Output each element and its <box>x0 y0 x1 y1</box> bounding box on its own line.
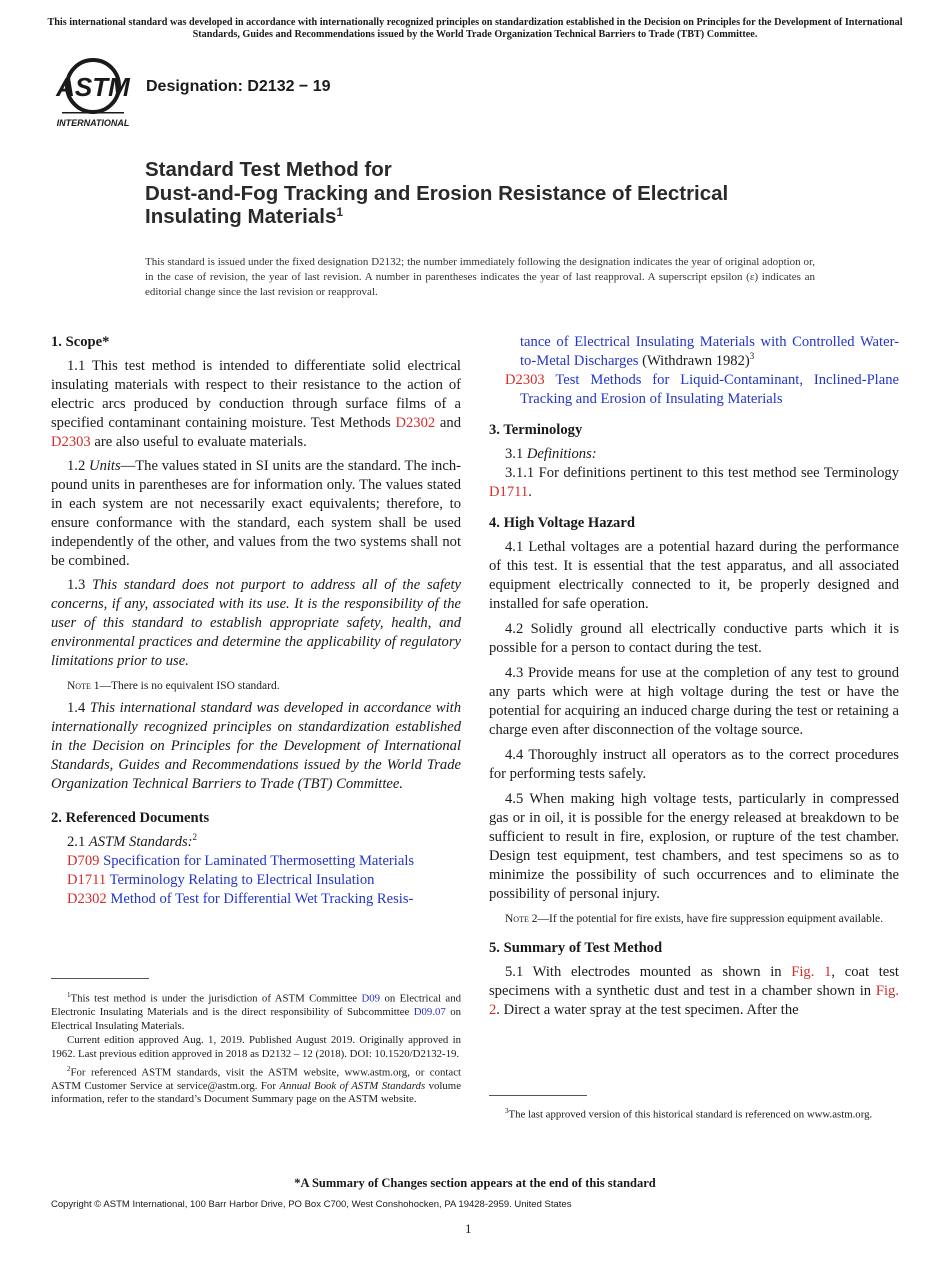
para-1-2-number: 1.2 <box>67 458 90 474</box>
logo-text: ASTM <box>56 72 130 102</box>
ref-d2302-code[interactable]: D2302 <box>67 891 107 907</box>
para-3-1-text: Definitions: <box>526 446 597 462</box>
para-1-1-and: and <box>435 415 461 431</box>
title-line-1: Standard Test Method for <box>145 158 392 181</box>
note-1-text: 1—There is no equivalent ISO standard. <box>90 680 280 692</box>
ref-d2302-withdrawn: (Withdrawn 1982) <box>638 353 750 369</box>
footnote-3 <box>489 1105 899 1122</box>
link-fig-1[interactable]: Fig. 1 <box>791 964 832 980</box>
ref-d1711-title[interactable]: Terminology Relating to Electrical Insulation <box>109 872 375 888</box>
copyright-notice: Copyright © ASTM International, 100 Barr Harbor Drive, PO Box C700, West Conshohocken, PA 19428-2959. United States <box>51 1199 572 1210</box>
footnote-3-mark: 3 <box>505 1107 509 1115</box>
link-d1711[interactable]: D1711 <box>489 484 529 500</box>
section-4-heading: 4. High Voltage Hazard <box>489 515 635 531</box>
footnote-3-body <box>489 1105 899 1122</box>
footnote-3-text: The last approved version of this historical standard is referenced on www.astm.org. <box>508 1108 873 1121</box>
para-1-3-number: 1.3 <box>67 577 93 593</box>
para-1-1-text: 1.1 This test method is intended to differentiate solid electrical insulating materials with respect to their resistance to the action of electric arcs produced by conduction through surface films of a specified contaminant containing moisture. Test Methods <box>51 358 461 431</box>
footnote-1 <box>51 989 461 1033</box>
note-2-text: 2—If the potential for fire exists, have fire suppression equipment available. <box>528 913 884 925</box>
para-3-1 <box>489 445 899 464</box>
page-number: 1 <box>465 1221 472 1236</box>
section-3-heading: 3. Terminology <box>489 422 583 438</box>
ref-d2303-title[interactable]: Test Methods for Liquid-Contaminant, Inclined-Plane Tracking and Erosion of Insulating Materials <box>520 372 899 407</box>
footnote-2-text-2: volume information, refer to the standard’s Document Summary page on the ASTM website. <box>51 1079 461 1106</box>
footnote-rule-right <box>489 1095 587 1096</box>
right-column <box>489 333 899 1020</box>
para-1-4-text: This international standard was developed in accordance with internationally recognized principles on standardization established in the Decision on Principles for the Development of International Standards, Guides and Recommendations issued by the World Trade Organization Technical Barriers to Trade (TBT) Committee. <box>51 700 462 792</box>
para-1-1 <box>51 357 461 452</box>
footnote-1-text: This test method is under the jurisdiction of ASTM Committee <box>70 992 362 1005</box>
para-5-1 <box>489 963 899 1020</box>
link-d09[interactable]: D09 <box>361 992 381 1005</box>
ref-d2303 <box>489 371 899 409</box>
issued-statement: This standard is issued under the fixed designation D2132; the number immediately following the designation indicates the year of original adoption or, in the case of revision, the year of last revision. A number in parentheses indicates the year of last reapproval. A superscript epsilon (ε) indicates an editorial change since the last revision or reapproval. <box>145 256 815 298</box>
designation: Designation: D2132 − 19 <box>146 78 331 95</box>
footnote-1-current-edition: Current edition approved Aug. 1, 2019. Published August 2019. Originally approved in 1962. Last previous edition approved in 2018 as D2132 – 12 (2018). DOI: 10.1520/D2132-19. <box>51 1034 461 1060</box>
ref-d1711 <box>51 871 461 890</box>
note-1-label: Note <box>67 680 91 692</box>
para-5-1-text-2: , coat test specimens with a synthetic dust and test in a chamber shown in <box>489 964 899 999</box>
ref-d2302-title-continued[interactable]: tance of Electrical Insulating Materials with Controlled Water-to-Metal Discharges <box>520 334 899 369</box>
para-1-4 <box>51 699 461 794</box>
para-1-2-units: Units <box>89 458 121 474</box>
footnote-rule-left <box>51 978 149 979</box>
footnote-1-mark: 1 <box>67 991 71 999</box>
ref-d709 <box>51 852 461 871</box>
para-3-1-1 <box>489 464 899 502</box>
link-d09-07[interactable]: D09.07 <box>413 1006 446 1019</box>
para-4-3: 4.3 Provide means for use at the completion of any test to ground any parts which were at high voltage during the test or have the potential for acquiring an induced charge during the test or retaining a charge even after disconnection of the voltage source. <box>489 665 899 738</box>
note-2 <box>489 912 899 927</box>
section-5-heading: 5. Summary of Test Method <box>489 940 663 956</box>
title-line-3 <box>145 205 885 232</box>
note-1 <box>51 679 461 694</box>
para-1-1-end: are also useful to evaluate materials. <box>90 434 307 450</box>
logo-subtext: INTERNATIONAL <box>56 118 130 128</box>
title-line-3-text: Insulating Materials <box>145 205 337 228</box>
ref-d2303-code[interactable]: D2303 <box>505 372 545 388</box>
note-2-label: Note <box>505 913 529 925</box>
ref-d709-title[interactable]: Specification for Laminated Thermosetting Materials <box>103 853 415 869</box>
wto-notice: This international standard was developed in accordance with internationally recognized principles on standardization established in the Decision on Principles for the Development of International Standards, Guides and Recommendations issued by the World Trade Organization Technical Barriers to Trade (TBT) Committee. <box>47 17 903 40</box>
section-1-heading: 1. Scope* <box>51 334 110 350</box>
link-fig-2[interactable]: Fig. 2 <box>489 983 899 1018</box>
footnote-2-text: For referenced ASTM standards, visit the ASTM website, www.astm.org, or contact ASTM Customer Service at service@astm.org. For <box>51 1066 461 1092</box>
para-2-1 <box>51 833 461 852</box>
link-d2302[interactable]: D2302 <box>395 415 436 431</box>
para-3-1-number: 3.1 <box>505 446 527 462</box>
footnote-2-emphasis: Annual Book of ASTM Standards <box>279 1079 426 1092</box>
ref-d2302-title[interactable]: Method of Test for Differential Wet Tracking Resis- <box>110 891 414 907</box>
para-3-1-1-text: 3.1.1 For definitions pertinent to this test method see Terminology <box>505 465 899 481</box>
footnote-1-text-3: on Electrical Insulating Materials. <box>51 1006 461 1032</box>
astm-logo <box>52 56 134 132</box>
para-4-5: 4.5 When making high voltage tests, particularly in compressed gas or in oil, it is possible for the energy released at breakdown to be sufficient to result in fire, explosion, or rupture of the test chamber. Design test equipment, test chambers, and test specimens so as to minimize the possibility of such occurrences and to eliminate the possibility of personal injury. <box>489 791 899 902</box>
para-5-1-text: 5.1 With electrodes mounted as shown in <box>505 964 792 980</box>
para-1-2 <box>51 457 461 571</box>
ref-d2302 <box>51 890 461 909</box>
para-3-1-1-end: . <box>528 484 532 500</box>
footnote-2 <box>51 1063 461 1107</box>
para-1-3-text: This standard does not purport to address all of the safety concerns, if any, associated with its use. It is the responsibility of the user of this standard to establish appropriate safety, health, and environmental practices and determine the applicability of regulatory limitations prior to use. <box>51 577 461 669</box>
para-2-1-text: ASTM Standards: <box>88 834 193 850</box>
footnote-2-mark: 2 <box>67 1064 71 1073</box>
document-title <box>145 158 885 232</box>
para-4-4: 4.4 Thoroughly instruct all operators as to the correct procedures for performing tests safely. <box>489 747 899 782</box>
para-1-3 <box>51 576 461 671</box>
section-2-heading: 2. Referenced Documents <box>51 810 210 826</box>
para-2-1-sup: 2 <box>192 832 198 843</box>
para-5-1-text-3: . Direct a water spray at the test specimen. After the <box>496 1002 799 1018</box>
footnote-1-text-2: on Electrical and Electronic Insulating Materials and is the direct responsibility of Subcommittee <box>51 992 461 1019</box>
para-1-4-number: 1.4 <box>67 700 90 716</box>
left-column <box>51 333 461 909</box>
link-d2303[interactable]: D2303 <box>51 434 91 450</box>
para-4-1: 4.1 Lethal voltages are a potential hazard during the performance of this test. It is essential that the test apparatus, and all associated equipment electrically connected to it, be properly designed and installed for safe operation. <box>489 539 899 612</box>
ref-d2302-continued <box>489 333 899 371</box>
ref-d709-code[interactable]: D709 <box>67 853 100 869</box>
para-4-2: 4.2 Solidly ground all electrically conductive parts which it is possible for a person to contact during the test. <box>489 621 899 656</box>
para-2-1-number: 2.1 <box>67 834 89 850</box>
title-footnote-mark: 1 <box>336 205 344 219</box>
ref-d1711-code[interactable]: D1711 <box>67 872 107 888</box>
footnotes-left <box>51 989 461 1107</box>
ref-d2302-sup: 3 <box>749 351 755 362</box>
summary-of-changes-note: *A Summary of Changes section appears at the end of this standard <box>294 1176 656 1190</box>
para-1-2-text: —The values stated in SI units are the standard. The inch-pound units in parentheses are for information only. The values stated in each system are not necessarily exact equivalents; therefore, to ensure conformance with the standard, each system shall be used independently of the other, and values from the two systems shall not be combined. <box>51 458 461 569</box>
astm-logo-icon <box>52 56 134 132</box>
title-line-2: Dust-and-Fog Tracking and Erosion Resistance of Electrical <box>145 181 729 205</box>
